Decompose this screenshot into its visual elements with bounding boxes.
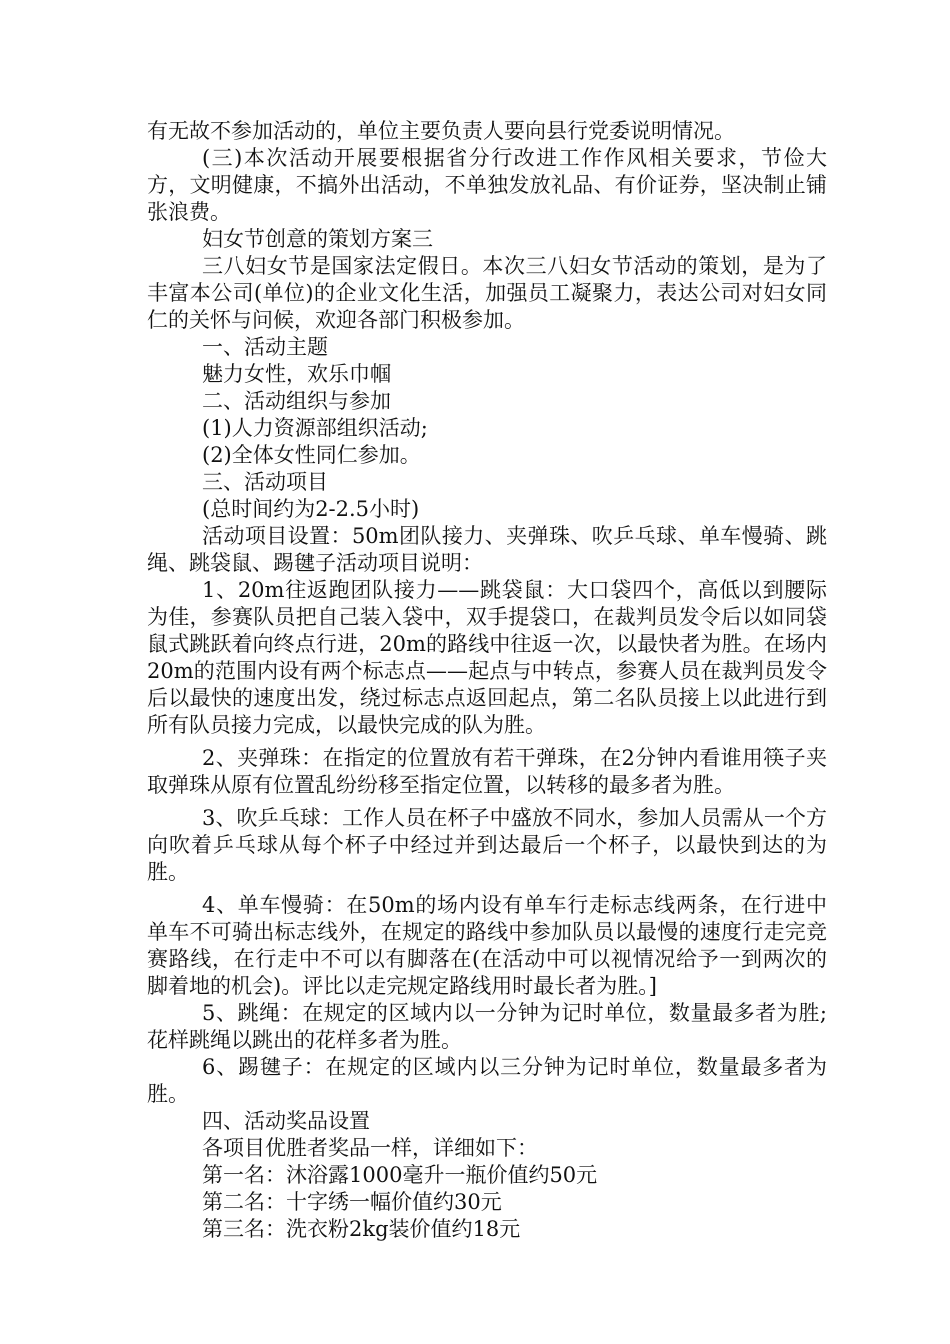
prize-line: 第二名：十字绣一幅价值约30元 xyxy=(202,1190,502,1214)
paragraph: 魅力女性，欢乐巾帼 xyxy=(202,362,391,386)
heading: 四、活动奖品设置 xyxy=(202,1109,370,1133)
prize-line: 第三名：洗衣粉2kg装价值约18元 xyxy=(202,1217,521,1241)
document-body xyxy=(147,118,827,1243)
paragraph: (总时间约为2-2.5小时) xyxy=(202,497,420,521)
paragraph: 三八妇女节是国家法定假日。本次三八妇女节活动的策划，是为了丰富本公司(单位)的企业文化生活，加强员工凝聚力，表达公司对妇女同仁的关怀与问候，欢迎各部门积极参加。 xyxy=(147,254,827,332)
paragraph: 有无故不参加活动的，单位主要负责人要向县行党委说明情况。 xyxy=(147,119,735,143)
list-item: 6、踢毽子：在规定的区域内以三分钟为记时单位，数量最多者为胜。 xyxy=(147,1055,827,1106)
list-item: 4、单车慢骑：在50m的场内设有单车行走标志线两条，在行进中单车不可骑出标志线外，在规定的路线中参加队员以最慢的速度行走完竞赛路线，在行走中不可以有脚落在(在活动中可以视情况给予一到两次的脚着地的机会)。评比以走完规定路线用时最长者为胜。] xyxy=(147,893,827,998)
paragraph: 各项目优胜者奖品一样，详细如下： xyxy=(202,1136,538,1160)
list-item: 5、跳绳：在规定的区域内以一分钟为记时单位，数量最多者为胜;花样跳绳以跳出的花样多者为胜。 xyxy=(147,1001,827,1052)
section-title: 妇女节创意的策划方案三 xyxy=(202,227,433,251)
heading: 三、活动项目 xyxy=(202,470,328,494)
list-item: 2、夹弹珠：在指定的位置放有若干弹珠，在2分钟内看谁用筷子夹取弹珠从原有位置乱纷纷移至指定位置，以转移的最多者为胜。 xyxy=(147,746,827,797)
list-item: (2)全体女性同仁参加。 xyxy=(202,443,421,467)
prize-line: 第一名：沐浴露1000毫升一瓶价值约50元 xyxy=(202,1163,598,1187)
paragraph: 活动项目设置：50m团队接力、夹弹珠、吹乒乓球、单车慢骑、跳绳、跳袋鼠、踢毽子活动项目说明： xyxy=(147,524,827,575)
list-item: 3、吹乒乓球：工作人员在杯子中盛放不同水，参加人员需从一个方向吹着乒乓球从每个杯子中经过并到达最后一个杯子，以最快到达的为胜。 xyxy=(147,806,827,884)
list-item: (1)人力资源部组织活动; xyxy=(202,416,428,440)
heading: 一、活动主题 xyxy=(202,335,328,359)
list-item: 1、20m往返跑团队接力——跳袋鼠：大口袋四个，高低以到腰际为佳，参赛队员把自己装入袋中，双手提袋口，在裁判员发令后以如同袋鼠式跳跃着向终点行进，20m的路线中往返一次，以最快者为胜。在场内20m的范围内设有两个标志点——起点与中转点，参赛人员在裁判员发令后以最快的速度出发，绕过标志点返回起点，第二名队员接上以此进行到所有队员接力完成，以最快完成的队为胜。 xyxy=(147,578,827,737)
paragraph: (三)本次活动开展要根据省分行改进工作作风相关要求，节俭大方，文明健康，不搞外出活动，不单独发放礼品、有价证券，坚决制止铺张浪费。 xyxy=(147,146,827,224)
heading: 二、活动组织与参加 xyxy=(202,389,391,413)
